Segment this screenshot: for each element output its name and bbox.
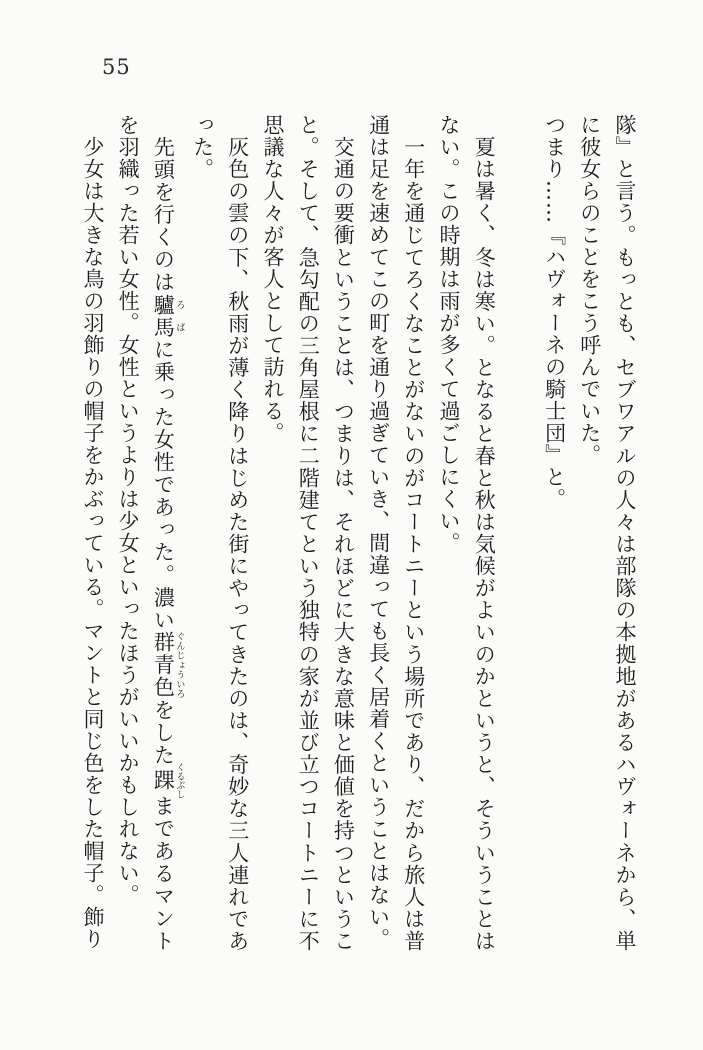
paragraph: つまり……『ハヴォーネの騎士団』と。	[542, 114, 567, 510]
paragraph: 隊』と言う。もっとも、セブワアルの人々は部隊の本拠地があるハヴォーネから、単に彼女らのことをこう呼んでいた。	[577, 114, 637, 952]
paragraph: 夏は暑く、冬は寒い。となると春と秋は気候がよいのかというと、そういうことはない。この時期は雨が多くて過ごしにくい。	[437, 114, 497, 952]
page-number: 55	[102, 55, 131, 79]
page-text	[74, 114, 642, 952]
furigana-text: ろば	[174, 293, 185, 339]
paragraph: 灰色の雲の下、秋雨が薄く降りはじめた街にやってきたのは、奇妙な三人連れであった。	[190, 114, 250, 952]
furigana-ruby: 踝 くるぶし	[151, 762, 185, 799]
furigana-text: ぐんじょういろ	[174, 631, 185, 699]
paragraph: 少女は大きな鳥の羽飾りの帽子をかぶっている。マントと同じ色をした帽子。飾り	[80, 136, 105, 950]
paragraph: 一年を通じてろくなことがないのがコートニーという場所であり、だから旅人は普通は足を速めてこの町を通り過ぎていき、間違っても長く居着くということはない。	[366, 114, 426, 952]
furigana-text: くるぶし	[174, 762, 185, 799]
furigana-ruby: 群青色 ぐんじょういろ	[151, 631, 185, 699]
furigana-ruby: 驢馬 ろば	[151, 293, 185, 339]
paragraph: 先頭を行くのは驢馬 ろばに乗った女性であった。濃い群青色 ぐんじょういろをした踝 くるぶしまであるマントを羽織った若い女性。女性というよりは少女といったほうがいいかもしれない。	[116, 114, 185, 953]
paragraph: 交通の要衝ということは、つまりは、それほどに大きな意味と価値を持つということ。そして、急勾配の三角屋根に二階建てという独特の家が並び立つコートニーに不思議な人々が客人として訪れる。	[260, 114, 356, 953]
